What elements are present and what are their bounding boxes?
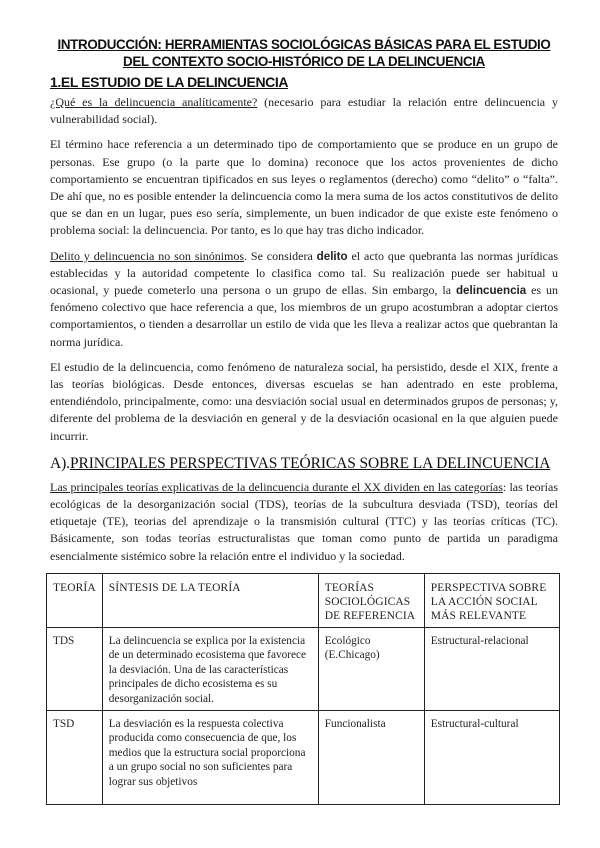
paragraph-5-lead: Las principales teorías explicativas de la delincuencia durante el XX dividen en las categorías	[50, 479, 503, 494]
p3-text-3: es un fenómeno colectivo que hace referencia a que, los miembros de un grupo acostumbran a adoptar ciertos comportamientos, o tienden a desarrollar un estilo de vida que les lleva a realizar actos que quebrantan la norma jurídica.	[50, 283, 559, 349]
section-heading-a	[50, 455, 558, 473]
table-row	[47, 710, 560, 804]
cell-perspective: Estructural-cultural	[424, 710, 559, 804]
table-header-row	[47, 573, 560, 627]
theories-table	[46, 573, 560, 805]
term-delito: delito	[316, 249, 348, 263]
document-title	[50, 36, 558, 70]
title-line-1: INTRODUCCIÓN: HERRAMIENTAS SOCIOLÓGICAS BÁSICAS PARA EL ESTUDIO	[57, 37, 551, 52]
section-a-title: PRINCIPALES PERSPECTIVAS TEÓRICAS SOBRE LA DELINCUENCIA	[69, 454, 551, 472]
cell-perspective: Estructural-relacional	[424, 627, 559, 710]
p3-text-2: el acto que quebranta las normas jurídicas establecidas y la autoridad competente lo clasifica como tal. Su realización puede ser habitual u ocasional, y puede cometerlo una persona o un grupo de ellas. Sin embargo, la	[50, 248, 559, 298]
paragraph-5	[50, 479, 558, 565]
p3-text-1: . Se considera	[244, 248, 317, 263]
cell-reference: Funcionalista	[318, 710, 424, 804]
header-teoria: TEORÍA	[47, 573, 103, 627]
paragraph-3	[50, 248, 558, 351]
cell-theory: TDS	[47, 627, 103, 710]
section-heading-1: 1.EL ESTUDIO DE LA DELINCUENCIA	[50, 74, 289, 90]
paragraph-2: El término hace referencia a un determinado tipo de comportamiento que se produce en un grupo de personas. Ese grupo (o la parte que lo domina) reconoce que los actos provenientes de dicho comportamiento se encuentran tipificados en sus leyes o reglamentos (derecho) como “delito” o “falta”. De ahí que, no es posible entender la delincuencia como la mera suma de los actos constitutivos de delito que se dan en un lugar, pues eso sería, simplemente, un buen indicador de que existe este fenómeno o problema social: la delincuencia. Por tanto, es lo que hay tras dicho indicador.	[50, 137, 558, 238]
table-row	[47, 627, 560, 710]
paragraph-1-rest: (necesario para estudiar la relación entre delincuencia y vulnerabilidad social).	[50, 95, 558, 127]
header-perspectiva: PERSPECTIVA SOBRE LA ACCIÓN SOCIAL MÁS RELEVANTE	[424, 573, 559, 627]
paragraph-4: El estudio de la delincuencia, como fenómeno de naturaleza social, ha persistido, desde el XIX, frente a las teorías biológicas. Desde entonces, diversas escuelas se han adentrado en este problema, entendiéndolo, principalmente, como: una desviación social usual en determinados grupos de personas; y, diferente del problema de la desviación en general y de la desviación ocasional en la que alguien puede incurrir.	[50, 359, 558, 443]
cell-reference: Ecológico (E.Chicago)	[318, 627, 424, 710]
paragraph-1	[50, 94, 558, 128]
paragraph-5-rest: : las teorías ecológicas de la desorganización social (TDS), teorías de la subcultura desviada (TSD), teorías del etiquetaje (TE), teorias del aprendizaje o la transmisión cultural (TTC) y las teorías críticas (TC). Básicamente, son todas teorías estructuralistas que toman como punto de partida un paradigma esencialmente sistémico sobre la relación entre el individuo y la sociedad.	[50, 479, 558, 563]
cell-synthesis: La delincuencia se explica por la existencia de un determinado ecosistema que favorece la desviación. Una de las características principales de dicho ecosistema es su desorganización social.	[102, 627, 318, 710]
cell-theory: TSD	[47, 710, 103, 804]
header-sintesis: SÍNTESIS DE LA TEORÍA	[102, 573, 318, 627]
question-text: ¿Qué es la delincuencia analíticamente?	[50, 95, 258, 109]
header-teorias-referencia: TEORÍAS SOCIOLÓGICAS DE REFERENCIA	[318, 573, 424, 627]
term-delincuencia: delincuencia	[455, 284, 527, 298]
definition-lead: Delito y delincuencia no son sinónimos	[50, 248, 245, 263]
section-a-prefix: A).	[50, 454, 70, 472]
cell-synthesis: La desviación es la respuesta colectiva producida como consecuencia de que, los medios que la estructura social proporciona a un grupo social no son suficientes para lograr sus objetivos	[102, 710, 318, 804]
title-line-2: DEL CONTEXTO SOCIO-HISTÓRICO DE LA DELINCUENCIA	[123, 54, 485, 69]
